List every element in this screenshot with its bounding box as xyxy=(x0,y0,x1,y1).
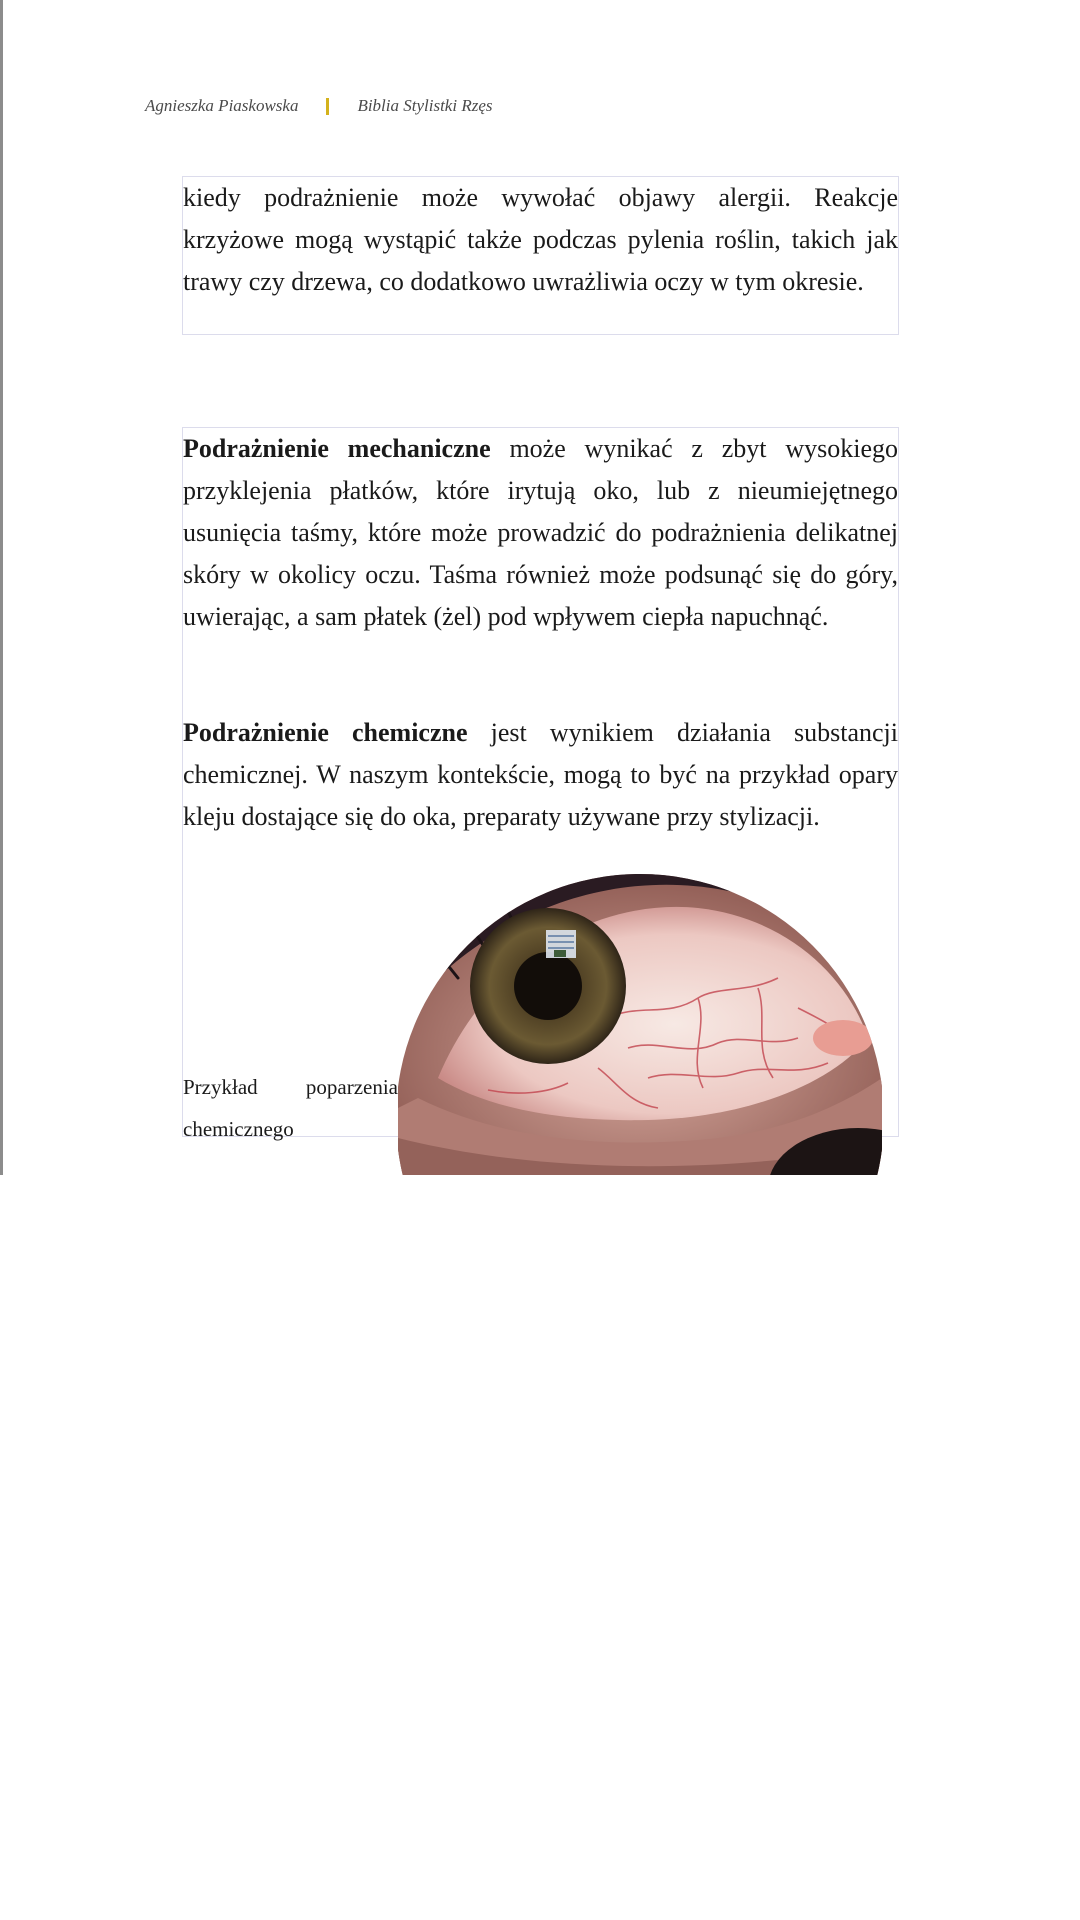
paragraph-mechanical-text: może wynikać z zbyt wysokiego przyklejenia płatków, które irytują oko, lub z nieumiejętnego usunięcia taśmy, które może prowadzić do podrażnienia delikatnej skóry w okolicy oczu. Taśma również może podsunąć się do góry, uwierając, a sam płatek (żel) pod wpływem ciepła napuchnąć. xyxy=(183,434,898,631)
paragraph-chemical-heading: Podrażnienie chemiczne xyxy=(183,718,468,747)
text-frame-1 xyxy=(182,176,899,335)
page-edge xyxy=(0,0,3,1175)
caption-line-1: Przykład poparzenia xyxy=(183,1075,398,1099)
paragraph-chemical xyxy=(183,712,898,838)
paragraph-allergy-text: kiedy podrażnienie może wywołać objawy alergii. Reakcje krzyżowe mogą wystąpić także podczas pylenia roślin, takich jak trawy czy drzewa, co dodatkowo uwrażliwia oczy w tym okresie. xyxy=(183,183,898,296)
blank-area xyxy=(0,1175,1080,1920)
header-book-title: Biblia Stylistki Rzęs xyxy=(357,96,493,115)
eye-photo-drawing xyxy=(398,868,882,1175)
paragraph-mechanical xyxy=(183,428,898,638)
paragraph-mechanical-heading: Podrażnienie mechaniczne xyxy=(183,434,491,463)
header-separator xyxy=(326,98,329,115)
running-header xyxy=(145,92,493,120)
image-caption xyxy=(183,1066,398,1150)
caption-line-2: chemicznego xyxy=(183,1117,294,1141)
paragraph-allergy xyxy=(183,177,898,303)
paragraph-chemical-text: jest wynikiem działania substancji chemicznej. W naszym kontekście, mogą to być na przykład opary kleju dostające się do oka, preparaty używane przy stylizacji. xyxy=(183,718,898,831)
header-author: Agnieszka Piaskowska xyxy=(145,96,299,115)
eye-photo xyxy=(398,868,882,1175)
